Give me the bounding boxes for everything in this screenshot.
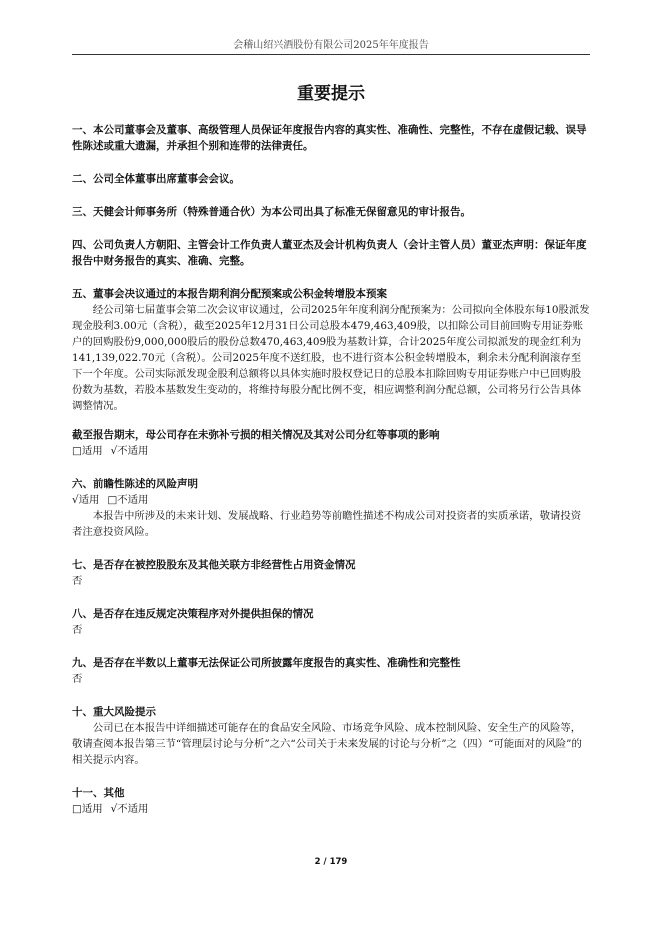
section-7	[72, 557, 590, 589]
option-applicable: □适用	[72, 445, 103, 457]
page-number: 2 / 179	[314, 857, 348, 867]
option-not-applicable: □不适用	[107, 494, 149, 506]
option-applicable: □适用	[72, 803, 103, 815]
section-3-heading: 三、天健会计师事务所（特殊普通合伙）为本公司出具了标准无保留意见的审计报告。	[72, 206, 471, 218]
section-loss-heading: 截至报告期末，母公司存在未弥补亏损的相关情况及其对公司分红等事项的影响	[72, 429, 440, 441]
section-8-heading: 八、是否存在违反规定决策程序对外提供担保的情况	[72, 608, 314, 620]
section-11-options	[72, 801, 590, 817]
section-6-heading: 六、前瞻性陈述的风险声明	[72, 478, 198, 490]
report-header: 会稽山绍兴酒股份有限公司2025年年度报告	[72, 36, 590, 55]
section-2	[72, 171, 590, 187]
section-6-options	[72, 492, 590, 508]
section-4-heading: 四、公司负责人方朝阳、主管会计工作负责人董亚杰及会计机构负责人（会计主管人员）董亚杰声明：保证年度报告中财务报告的真实、准确、完整。	[72, 239, 587, 267]
section-6-body: 本报告中所涉及的未来计划、发展战略、行业趋势等前瞻性描述不构成公司对投资者的实质承诺，敬请投资者注意投资风险。	[72, 510, 582, 538]
section-10-heading: 十、重大风险提示	[72, 706, 156, 718]
section-5-heading: 五、董事会决议通过的本报告期利润分配预案或公积金转增股本预案	[72, 288, 387, 300]
section-10-body: 公司已在本报告中详细描述可能存在的食品安全风险、市场竞争风险、成本控制风险、安全生产的风险等，敬请查阅本报告第三节“管理层讨论与分析”之六“公司关于未来发展的讨论与分析”之（四）“可能面对的风险”的相关提示内容。	[72, 722, 582, 766]
section-7-heading: 七、是否存在被控股股东及其他关联方非经营性占用资金情况	[72, 559, 356, 571]
section-10	[72, 704, 590, 768]
section-7-answer: 否	[72, 575, 83, 587]
section-loss	[72, 427, 590, 459]
section-9-answer: 否	[72, 673, 83, 685]
section-11-heading: 十一、其他	[72, 787, 125, 799]
option-not-applicable: √不适用	[110, 803, 149, 815]
section-4	[72, 237, 590, 269]
section-9-heading: 九、是否存在半数以上董事无法保证公司所披露年度报告的真实性、准确性和完整性	[72, 657, 461, 669]
option-not-applicable: √不适用	[110, 445, 149, 457]
page-title: 重要提示	[297, 84, 365, 104]
section-6	[72, 476, 590, 540]
section-loss-options	[72, 443, 590, 459]
section-1	[72, 122, 590, 154]
section-8-answer: 否	[72, 624, 83, 636]
section-2-heading: 二、公司全体董事出席董事会会议。	[72, 173, 240, 185]
section-3	[72, 204, 590, 220]
section-11	[72, 785, 590, 817]
section-8	[72, 606, 590, 638]
section-1-heading: 一、本公司董事会及董事、高级管理人员保证年度报告内容的真实性、准确性、完整性，不存在虚假记载、误导性陈述或重大遗漏，并承担个别和连带的法律责任。	[72, 124, 587, 152]
section-5	[72, 286, 590, 414]
option-applicable: √适用	[72, 494, 100, 506]
section-9	[72, 655, 590, 687]
notice-content	[72, 122, 590, 817]
section-5-body: 经公司第七届董事会第二次会议审议通过，公司2025年年度利润分配预案为：公司拟向全体股东每10股派发现金股利3.00元（含税），截至2025年12月31日公司总股本479,463,409股，以扣除公司目前回购专用证券账户的回购股份9,000,000股后的股份总数470,463,409股为基数计算，合计2025年度公司拟派发的现金红利为141,139,022.70元（含税）。公司2025年度不送红股，也不进行资本公积金转增股本，剩余未分配利润滚存至下一个年度。公司实际派发现金股利总额将以具体实施时股权登记日的总股本扣除回购专用证券账户中已回购股份数为基数，若股本基数发生变动的，将维持每股分配比例不变，相应调整利润分配总额，公司将另行公告具体调整情况。	[72, 304, 590, 412]
